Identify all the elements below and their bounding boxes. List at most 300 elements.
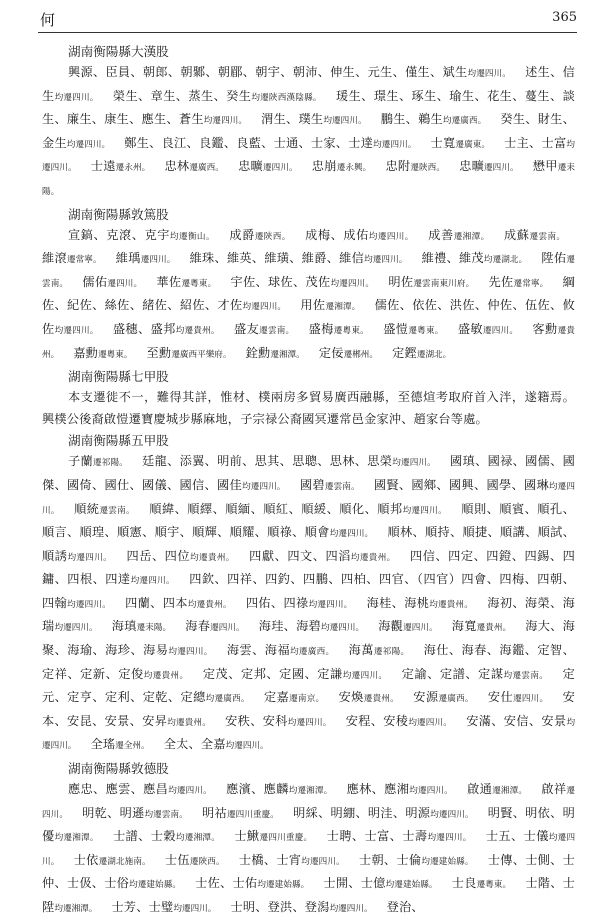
entry-names: 至勳 xyxy=(146,345,172,360)
migration-section xyxy=(42,758,575,921)
entry-names: 士五、士儀 xyxy=(485,829,549,844)
entry-names: 維禮、維茂 xyxy=(421,251,484,266)
entry-names: 士主、士富 xyxy=(504,135,567,150)
entry-names: 盛敏 xyxy=(457,321,483,336)
entry-names: 四信、四定、四鐙、四錫、四鏞、四根、四達 xyxy=(42,548,575,587)
migration-entry xyxy=(264,690,324,704)
migration-entry xyxy=(74,853,151,867)
entry-names: 國碧 xyxy=(299,477,325,492)
entry-destination: 均遷建始縣。 xyxy=(385,880,438,891)
entry-names: 安程、安稜 xyxy=(345,713,409,728)
migration-entry xyxy=(149,502,447,516)
entry-destination: 遷雲南。 xyxy=(42,255,575,289)
entry-names: 應濱、應麟 xyxy=(226,782,289,797)
entry-names: 盛愷 xyxy=(383,321,409,336)
migration-entry xyxy=(190,251,408,265)
entry-destination: 遷湘潭。 xyxy=(453,231,490,242)
entry-names: 盛穗、盛邦 xyxy=(112,321,176,336)
entry-destination: 均遷四川。 xyxy=(42,481,575,516)
entry-names: 士譜、士穀 xyxy=(112,829,176,844)
entry-destination: 遷四川。 xyxy=(210,623,245,634)
page-number: 365 xyxy=(552,10,577,25)
migration-entry xyxy=(203,667,388,681)
entry-destination: 遷雲南。 xyxy=(324,481,360,492)
entry-names: 定諭、定譜、定謀 xyxy=(401,666,504,681)
entry-destination: 均遷四川。 xyxy=(67,552,113,563)
entry-names: 儒佑 xyxy=(82,274,108,289)
entry-names: 士芳、士璧 xyxy=(111,900,174,914)
migration-entry xyxy=(312,159,372,173)
entry-destination: 均遷貴州。 xyxy=(429,599,474,610)
entry-destination: 遷四川重慶。 xyxy=(259,833,313,844)
entry-names: 士明、登洪、登潟 xyxy=(230,900,330,914)
entry-names: 安滿、安信、安景 xyxy=(466,713,567,728)
entry-names: 宣鎬、克滾、克宇 xyxy=(68,227,171,242)
entry-names: 安仕 xyxy=(487,690,514,705)
entry-destination: 均遷四川。 xyxy=(427,833,472,844)
migration-entry xyxy=(231,275,375,289)
migration-entry xyxy=(234,322,294,336)
entry-destination: 均遷貴州。 xyxy=(167,717,211,728)
entry-destination: 均遷廣西。 xyxy=(205,694,250,705)
entry-names: 忠曠 xyxy=(238,159,264,174)
migration-entry xyxy=(113,829,220,843)
migration-entry xyxy=(347,782,453,796)
entry-destination: 均遷四川。 xyxy=(42,139,575,174)
entry-destination: 遷廣東。 xyxy=(455,139,491,150)
entry-names: 明乾、明遜 xyxy=(82,805,145,820)
migration-entry xyxy=(165,853,225,867)
migration-entry xyxy=(300,478,360,492)
migration-entry xyxy=(147,346,232,360)
entry-names: 興源、臣員、朝郎、朝鄹、朝郿、朝宇、朝沛、伸生、元生、僅生、斌生 xyxy=(68,65,468,79)
entry-destination: 均遷貴州。 xyxy=(143,670,189,681)
entry-destination: 均遷四川。 xyxy=(320,623,365,634)
migration-entry xyxy=(383,322,443,336)
entry-destination: 遷四川。 xyxy=(263,163,298,174)
section-title: 湖南衡陽縣敦德股 xyxy=(68,761,169,777)
migration-entry xyxy=(489,275,549,289)
entry-destination: 均遷四川。 xyxy=(168,786,212,797)
migration-entry xyxy=(229,228,290,242)
entry-destination: 均遷廣西。 xyxy=(290,647,335,658)
entry-names: 先佐 xyxy=(488,274,514,289)
entry-names: 士朝、士倫 xyxy=(358,852,422,867)
entry-names: 士傳、士側、士仲、士伋、士俗 xyxy=(42,852,576,891)
entry-names: 儒佐、依佐、洪佐、仲佐、伍佐、攸佐 xyxy=(42,298,575,336)
entry-names: 安本、安昆、安景、安昇 xyxy=(42,690,575,728)
entry-destination: 遷四川。 xyxy=(513,694,549,705)
entry-destination: 遷陝西。 xyxy=(254,231,291,242)
migration-entry xyxy=(82,806,188,820)
entry-names: 忠崩 xyxy=(311,159,337,174)
entry-destination: 均遷四川。 xyxy=(364,255,408,266)
entry-names: 定嘉 xyxy=(263,690,290,705)
entry-names: 明佐 xyxy=(388,274,414,289)
migration-entry xyxy=(452,876,512,890)
entry-names: 定元、定亨、定利、定乾、定總 xyxy=(42,666,575,705)
entry-destination: 遷四川。 xyxy=(140,255,176,266)
migration-entry xyxy=(488,690,548,704)
entry-destination: 遷四川。 xyxy=(482,325,519,336)
entry-names: 盛梅 xyxy=(308,321,334,336)
entry-names: 士橋、士宵 xyxy=(238,852,302,867)
entry-destination: 均遷四川。 xyxy=(342,670,388,681)
entry-destination: 均遷四川。 xyxy=(42,717,576,752)
entry-destination: 均遷四川。 xyxy=(225,741,269,752)
entry-destination: 均遷湘潭。 xyxy=(175,833,221,844)
entry-destination: 均遷四川。 xyxy=(409,786,453,797)
entry-names: 士依 xyxy=(73,852,99,867)
migration-entry xyxy=(124,136,416,150)
migration-entry xyxy=(227,643,334,657)
entry-names: 啟通 xyxy=(467,782,493,797)
entry-names: 用佐 xyxy=(300,298,326,313)
entry-names: 順統 xyxy=(74,501,100,516)
entry-names: 客勳 xyxy=(532,321,558,336)
entry-names: 成爵 xyxy=(229,227,255,242)
migration-entry xyxy=(112,619,171,633)
migration-entry xyxy=(226,782,332,796)
entry-names: 四岳、四位 xyxy=(126,548,191,563)
entry-destination: 遷粵東。 xyxy=(408,325,444,336)
entry-names: 海春 xyxy=(185,619,211,634)
entry-destination: 遷祁陽。 xyxy=(373,647,410,658)
entry-names: 宇佐、球佐、茂佐 xyxy=(230,274,331,289)
migration-entry xyxy=(238,159,298,173)
entry-names: 忠林 xyxy=(164,159,190,174)
entry-names: 嘉勳 xyxy=(73,345,99,360)
entry-names: 成蘇 xyxy=(504,227,530,242)
entry-destination: 遷雲南東川府。 xyxy=(413,278,475,289)
migration-entry xyxy=(127,549,235,563)
entry-destination: 遷粵東。 xyxy=(98,349,133,360)
section-title: 湖南衡陽縣七甲股 xyxy=(68,369,169,385)
migration-entry xyxy=(164,159,224,173)
entry-destination: 遷四川。 xyxy=(403,623,438,634)
migration-entry xyxy=(234,829,312,843)
entry-names: 盛友 xyxy=(233,321,260,336)
entry-destination: 遷湘潭。 xyxy=(492,786,528,797)
entry-destination: 均遷四川。 xyxy=(430,809,474,820)
migration-entry xyxy=(327,829,472,843)
migration-entry xyxy=(185,619,244,633)
entry-names: 定佞 xyxy=(318,345,344,360)
entry-destination: 均遷四川。 xyxy=(330,278,375,289)
entry-names: 述生、信生 xyxy=(42,65,575,103)
entry-destination: 均遷四川。 xyxy=(54,325,99,336)
entry-names: 忠曠 xyxy=(459,159,485,174)
entry-destination: 均遷四川。 xyxy=(308,599,353,610)
section-entries xyxy=(42,62,575,204)
entry-destination: 均遷建始縣。 xyxy=(421,856,474,867)
entry-names: 海寬 xyxy=(451,619,477,634)
migration-entry xyxy=(413,690,473,704)
entry-names: 士開、士億 xyxy=(323,876,386,891)
migration-entry xyxy=(387,900,424,914)
running-head: 何 xyxy=(40,11,56,29)
entry-names: 銓勳 xyxy=(245,345,271,360)
page-body xyxy=(42,41,575,921)
entry-destination: 均遷四川。 xyxy=(287,717,332,728)
entry-names: 明賢、明依、明優 xyxy=(42,805,575,844)
entry-names: 鄭生、良江、良鑑、良藍、士通、士家、士達 xyxy=(124,135,374,150)
entry-destination: 遷湖北施南。 xyxy=(98,856,151,867)
entry-destination: 均遷四川。 xyxy=(242,302,287,313)
entry-destination: 均遷四川。 xyxy=(130,576,175,587)
migration-entry xyxy=(367,596,474,610)
entry-names: 榮生、章生、蒸生、癸生 xyxy=(112,88,252,103)
migration-entry xyxy=(246,346,305,360)
entry-names: 海大、海聚、海瑜、海珍、海易 xyxy=(42,619,575,658)
entry-destination: 遷全州。 xyxy=(115,741,150,752)
entry-names: 登治、 xyxy=(386,900,424,914)
entry-destination: 遷雲南。 xyxy=(99,505,135,516)
entry-destination: 遷貴州。 xyxy=(476,623,512,634)
entry-destination: 均遷四川。 xyxy=(467,69,511,79)
entry-destination: 遷常寧。 xyxy=(513,278,549,289)
entry-names: 士遠 xyxy=(90,159,116,174)
entry-names: 成善 xyxy=(428,227,454,242)
migration-section xyxy=(42,204,575,367)
entry-names: 瑗生、璟生、琢生、瑜生、花生、蔓生、談生、廉生、康生、應生、蒼生 xyxy=(42,88,575,127)
entry-names: 海觀 xyxy=(378,619,404,634)
entry-names: 癸生、財生、金生 xyxy=(42,112,575,150)
entry-destination: 遷常寧。 xyxy=(66,255,102,266)
migration-entry xyxy=(68,454,128,468)
entry-names: 全太、全嘉 xyxy=(163,737,226,752)
migration-entry xyxy=(349,643,410,657)
entry-names: 定鏗 xyxy=(392,345,417,360)
entry-names: 四佑、四祿 xyxy=(245,595,309,610)
migration-entry xyxy=(225,714,331,728)
entry-destination: 均遷廣西。 xyxy=(442,116,487,127)
migration-entry xyxy=(116,251,176,265)
entry-names: 士聘、士富、士壽 xyxy=(326,829,428,844)
entry-destination: 均遷四川。 xyxy=(392,458,436,469)
entry-names: 定茂、定邦、定國、定謙 xyxy=(202,666,343,681)
entry-destination: 遷廣西平樂府。 xyxy=(171,349,232,360)
migration-entry xyxy=(142,454,436,468)
entry-destination: 遷粵東。 xyxy=(181,278,217,289)
entry-names: 明祜 xyxy=(202,805,227,820)
entry-destination: 遷郴州。 xyxy=(343,349,378,360)
migration-entry xyxy=(156,275,216,289)
entry-destination: 均遷建始縣。 xyxy=(129,880,182,891)
entry-names: 海桂、海桃 xyxy=(366,595,430,610)
entry-destination: 遷祁陽。 xyxy=(93,458,128,469)
entry-destination: 均遷四川。 xyxy=(242,481,286,492)
entry-destination: 均遷衡山。 xyxy=(170,231,215,242)
migration-section xyxy=(42,366,575,430)
entry-names: 四蘭、四本 xyxy=(125,595,188,610)
entry-destination: 均遷貴州。 xyxy=(350,552,396,563)
migration-entry xyxy=(388,275,474,289)
entry-names: 啟祥 xyxy=(541,782,567,797)
entry-names: 士伍 xyxy=(164,852,190,867)
entry-names: 維瑀 xyxy=(115,251,141,266)
entry-names: 全瑤 xyxy=(90,737,116,752)
entry-destination: 遷湘潭。 xyxy=(270,349,305,360)
migration-entry xyxy=(428,228,489,242)
entry-destination: 遷四川。 xyxy=(42,786,576,820)
entry-destination: 均遷四川。 xyxy=(54,92,99,103)
entry-names: 海萬 xyxy=(348,643,374,658)
entry-names: 海初、海榮、海瑞 xyxy=(42,595,575,634)
section-entries xyxy=(42,225,575,367)
entry-names: 成梅、成佑 xyxy=(305,227,369,242)
entry-names: 順林、順持、順捷、順講、順試、順誘 xyxy=(42,525,575,563)
entry-destination: 遷陝西。 xyxy=(189,856,225,867)
migration-entry xyxy=(246,596,353,610)
entry-destination: 均遷四川。 xyxy=(323,116,367,127)
entry-destination: 均遷四川。 xyxy=(301,856,345,867)
entry-names: 國瑱、國禄、國儒、國傑、國倚、國仕、國儀、國信、國佳 xyxy=(42,454,576,492)
entry-destination: 遷四川重慶。 xyxy=(226,809,279,820)
entry-destination: 均遷陝西漢陰縣。 xyxy=(251,92,322,103)
entry-names: 忠附 xyxy=(385,159,411,174)
migration-entry xyxy=(74,502,135,516)
entry-names: 海珪、海碧 xyxy=(258,619,321,634)
migration-entry xyxy=(91,159,151,173)
entry-destination: 遷粵東。 xyxy=(333,325,369,336)
migration-entry xyxy=(359,853,474,867)
entry-names: 國賢、國鄉、國興、國學、國琳 xyxy=(373,477,549,492)
migration-entry xyxy=(300,298,360,312)
entry-destination: 均遷貴州。 xyxy=(175,325,220,336)
entry-destination: 均遷四川。 xyxy=(42,833,576,867)
entry-destination: 遷陝西。 xyxy=(410,163,445,174)
migration-entry xyxy=(378,619,437,633)
migration-section xyxy=(42,41,575,204)
migration-entry xyxy=(82,275,142,289)
entry-destination: 遷耒陽。 xyxy=(136,623,172,634)
entry-destination: 均遷四川。 xyxy=(368,231,414,242)
entry-destination: 遷廣西。 xyxy=(189,163,224,174)
entry-names: 士階、士陞 xyxy=(42,876,576,914)
section-prose: 本支遷徙不一，難得其詳，惟材、樸兩房多貿易廣西融縣，至德煊考取府首入泮，遂籍焉。興樸公後裔啟愷遷寶慶城步縣麻地，子宗禄公裔國冥遷常邑金家沖、趙家台等處。 xyxy=(42,390,575,426)
section-entries xyxy=(42,451,575,758)
migration-entry xyxy=(381,112,486,126)
entry-destination: 遷貴州。 xyxy=(42,325,575,360)
migration-entry xyxy=(392,346,451,360)
migration-entry xyxy=(68,65,511,79)
entry-destination: 遷廣西。 xyxy=(438,694,474,705)
section-title: 湖南衡陽縣敦篤股 xyxy=(68,206,169,222)
section-title: 湖南衡陽縣五甲股 xyxy=(68,433,169,449)
migration-entry xyxy=(239,853,345,867)
entry-names: 陞佑 xyxy=(541,251,567,266)
entry-destination: 遷耒陽。 xyxy=(42,163,575,197)
entry-names: 綱佐、紀佐、絲佐、緒佐、紹佐、才佐 xyxy=(42,274,575,313)
migration-entry xyxy=(230,900,372,914)
migration-entry xyxy=(68,228,215,242)
migration-entry xyxy=(68,782,212,796)
entry-destination: 遷貴州。 xyxy=(363,694,399,705)
entry-destination: 均遷四川。 xyxy=(67,599,111,610)
migration-entry xyxy=(125,596,232,610)
migration-entry xyxy=(458,322,518,336)
migration-entry xyxy=(261,112,366,126)
entry-names: 安煥 xyxy=(338,690,364,705)
section-entries xyxy=(42,779,575,921)
entry-destination: 均遷四川。 xyxy=(173,904,217,914)
entry-names: 海瑱 xyxy=(111,619,137,634)
migration-entry xyxy=(319,346,378,360)
section-title: 湖南衡陽縣大漢股 xyxy=(68,44,169,59)
entry-destination: 均遷四川。 xyxy=(329,904,373,914)
entry-destination: 均遷四川。 xyxy=(66,139,111,150)
migration-section xyxy=(42,430,575,758)
header-rule xyxy=(38,32,577,33)
entry-destination: 均遷湘潭。 xyxy=(288,786,333,797)
migration-entry xyxy=(249,549,395,563)
entry-destination: 遷四川。 xyxy=(484,163,519,174)
entry-destination: 遷永州。 xyxy=(115,163,151,174)
entry-names: 四獻、四文、四滔 xyxy=(249,548,351,563)
entry-destination: 均遷四川。 xyxy=(168,647,213,658)
migration-entry xyxy=(339,690,399,704)
entry-destination: 遷雲南。 xyxy=(259,325,295,336)
entry-destination: 均遷建始縣。 xyxy=(257,880,310,891)
migration-entry xyxy=(73,346,132,360)
migration-entry xyxy=(195,876,309,890)
entry-destination: 均遷湘潭。 xyxy=(54,833,99,844)
entry-names: 廷龍、添翼、明前、思其、思聰、思林、思榮 xyxy=(142,454,393,469)
entry-destination: 均遷湘潭。 xyxy=(54,904,98,914)
entry-destination: 均遷四川。 xyxy=(402,505,447,516)
entry-names: 應忠、應雲、應昌 xyxy=(68,782,169,797)
entry-destination: 均遷四川。 xyxy=(408,717,452,728)
entry-names: 士寬 xyxy=(430,135,456,150)
entry-destination: 遷永興。 xyxy=(336,163,372,174)
entry-destination: 均遷湖北。 xyxy=(483,255,528,266)
migration-entry xyxy=(402,667,548,681)
entry-destination: 均遷雲南。 xyxy=(503,670,549,681)
entry-names: 安秩、安科 xyxy=(225,713,288,728)
entry-destination: 遷湖北。 xyxy=(416,349,452,360)
migration-entry xyxy=(385,159,445,173)
migration-entry xyxy=(202,806,279,820)
migration-entry xyxy=(90,737,149,751)
entry-names: 渭生、璞生 xyxy=(261,112,324,127)
migration-entry xyxy=(422,251,528,265)
migration-entry xyxy=(309,322,369,336)
migration-entry xyxy=(305,228,414,242)
migration-entry xyxy=(111,900,216,914)
entry-destination: 均遷雲南。 xyxy=(144,809,188,820)
entry-names: 海雲、海福 xyxy=(226,643,291,658)
entry-destination: 遷南京。 xyxy=(289,694,325,705)
entry-names: 子蘭 xyxy=(68,454,94,469)
migration-entry xyxy=(113,89,322,103)
migration-entry xyxy=(504,228,565,242)
migration-entry xyxy=(323,876,437,890)
migration-entry xyxy=(113,322,220,336)
entry-destination: 遷粵東。 xyxy=(476,880,512,891)
migration-entry xyxy=(293,806,473,820)
entry-names: 安源 xyxy=(413,690,439,705)
entry-names: 維珠、維英、維璜、維爵、維信 xyxy=(189,251,365,266)
entry-names: 順則、順賓、順孔、順言、順瑝、順憲、順宇、順輝、順耀、順祿、順會 xyxy=(42,501,575,540)
entry-destination: 遷四川。 xyxy=(107,278,143,289)
migration-entry xyxy=(164,737,269,751)
entry-destination: 均遷四川。 xyxy=(329,529,374,540)
page-header xyxy=(0,0,611,34)
migration-entry xyxy=(467,782,527,796)
migration-entry xyxy=(346,714,452,728)
entry-destination: 均遷四川。 xyxy=(203,116,248,127)
